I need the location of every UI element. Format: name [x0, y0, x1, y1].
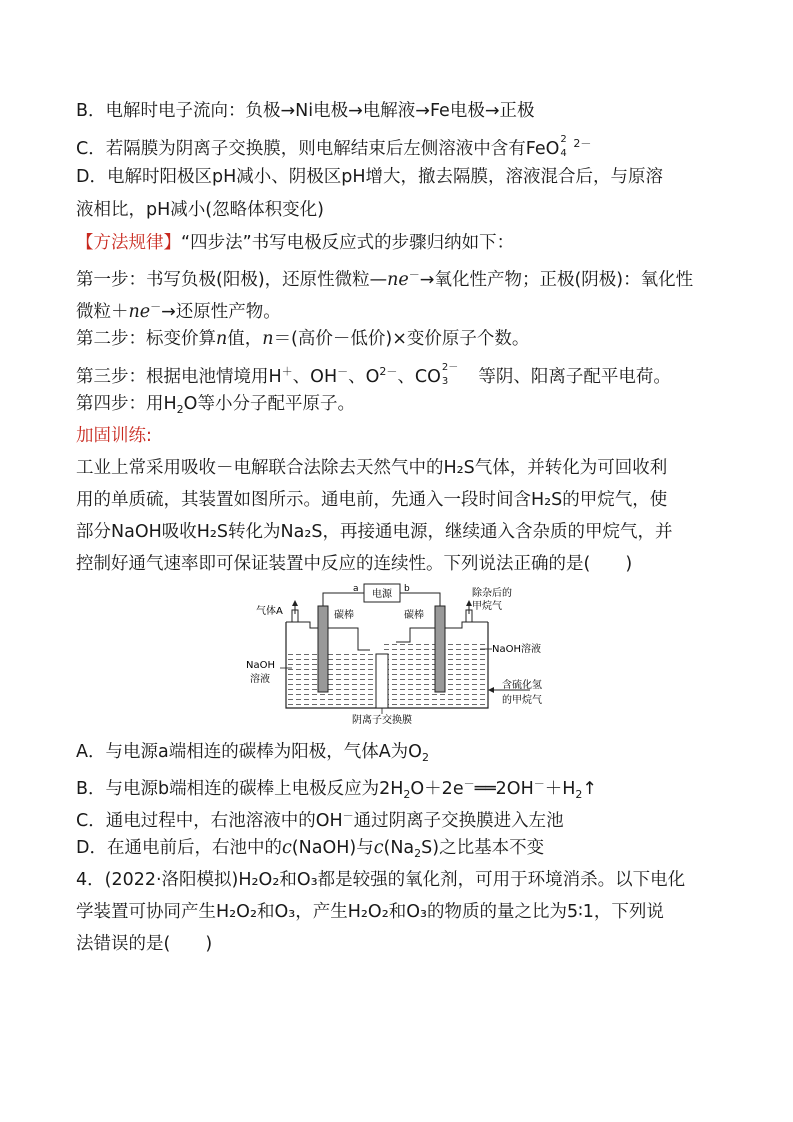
carbonate-top: 2－	[441, 362, 459, 373]
question-4-line3	[76, 933, 212, 955]
option-c	[76, 133, 591, 160]
step1b-sup: －	[150, 300, 162, 313]
q4-text-3: 法错误的是( )	[76, 934, 213, 954]
answer-b-sup: －	[463, 777, 475, 790]
power-label: 电源	[372, 589, 392, 600]
practice-p1	[76, 457, 667, 479]
answer-d-post: S)之比基本不变	[421, 838, 545, 858]
q4-text-1: 4．(2022·洛阳模拟)H₂O₂和O₃都是较强的氧化剂，可用于环境消杀。以下电化	[76, 870, 686, 890]
left-solution	[286, 650, 384, 708]
step1b-ne: ne	[128, 302, 151, 322]
membrane	[376, 654, 388, 708]
practice-heading-text: 加固训练:	[76, 426, 152, 446]
feed-arrowhead	[488, 687, 494, 693]
step2	[76, 328, 529, 350]
step3-oh-sup: －	[337, 365, 349, 378]
answer-b-sub2: 2	[575, 788, 583, 801]
step2-pre: 第二步：标变价算	[76, 329, 216, 349]
answer-d	[76, 837, 544, 865]
practice-text-4: 控制好通气速率即可保证装置中反应的连续性。下列说法正确的是( )	[76, 554, 633, 574]
step4	[76, 393, 355, 421]
step2-n: n	[216, 329, 228, 349]
membrane-label: 阴离子交换膜	[352, 715, 412, 724]
purified-label-2: 甲烷气	[472, 601, 502, 612]
practice-heading	[76, 425, 152, 447]
carbon-rod-right-label: 碳棒	[404, 610, 424, 621]
question-4-line1	[76, 869, 685, 891]
step1-line2	[76, 296, 281, 323]
method-tag: 【方法规律】	[76, 233, 181, 253]
method-title: “四步法”书写电极反应式的步骤归纳如下：	[181, 233, 515, 253]
option-b-text: B．电解时电子流向：负极→Ni电极→电解液→Fe电极→正极	[76, 101, 535, 121]
practice-p3	[76, 521, 672, 543]
naoh-left-label-1: NaOH	[246, 660, 275, 671]
answer-b-sup2: －	[533, 777, 545, 790]
practice-p4	[76, 553, 632, 575]
q4-text-2: 学装置可协同产生H₂O₂和O₃，产生H₂O₂和O₃的物质的量之比为5∶1，下列说	[76, 902, 664, 922]
answer-d-mid: (NaOH)与	[291, 838, 374, 858]
answer-d-c1: c	[281, 838, 292, 858]
ferrate-charge	[559, 134, 573, 159]
naoh-right-label: NaOH溶液	[492, 644, 541, 655]
option-d-line1	[76, 166, 663, 188]
gas-a-arrowhead	[292, 600, 298, 606]
answer-a-sub: 2	[421, 751, 429, 764]
answer-b-eq: ══2OH	[474, 779, 534, 799]
option-d-text-2: 液相比，pH减小(忽略体积变化)	[76, 200, 324, 220]
gas-a-label: 气体A	[256, 606, 283, 617]
carbon-rod-left	[318, 606, 328, 692]
step3-o: 、O	[348, 367, 380, 387]
ferrate-sup: 2－	[573, 137, 592, 150]
answer-c-pre: C．通电过程中，右池溶液中的OH	[76, 811, 343, 831]
step1b-pre: 微粒＋	[76, 302, 129, 322]
terminal-a-label: a	[353, 584, 359, 594]
step1-post: →氧化性产物；正极(阴极)：氧化性	[419, 270, 694, 290]
step2-mid: 值，	[227, 329, 263, 349]
answer-b-post: ＋H	[544, 779, 576, 799]
terminal-b-label: b	[404, 584, 410, 594]
step3-o-sup: 2－	[379, 365, 398, 378]
answer-c	[76, 805, 564, 832]
practice-text-2: 用的单质硫，其装置如图所示。通电前，先通入一段时间含H₂S的甲烷气，使	[76, 490, 668, 510]
answer-b	[76, 773, 597, 806]
question-4-line2	[76, 901, 664, 923]
practice-p2	[76, 489, 667, 511]
answer-d-pre: D．在通电前后，右池中的	[76, 838, 282, 858]
step3-oh: 、OH	[292, 367, 338, 387]
option-c-text: C．若隔膜为阴离子交换膜，则电解结束后左侧溶液中含有FeO	[76, 139, 560, 159]
step3-co: 、CO	[397, 367, 441, 387]
naoh-left-label-2: 溶液	[250, 674, 270, 685]
wire-a	[323, 593, 364, 606]
option-d-text-1: D．电解时阳极区pH减小、阴极区pH增大，撤去隔膜，溶液混合后，与原溶	[76, 167, 664, 187]
ferrate-charge-top: 2	[560, 134, 567, 145]
step3-post: 等阴、阳离子配平电荷。	[460, 367, 671, 387]
step4-post: O等小分子配平原子。	[183, 394, 355, 414]
practice-text-3: 部分NaOH吸收H₂S转化为Na₂S，再接通电源，继续通入含杂质的甲烷气，并	[76, 522, 673, 542]
carbon-rod-left-label: 碳棒	[334, 610, 354, 621]
step1-ne: ne	[387, 270, 409, 290]
practice-text-1: 工业上常采用吸收－电解联合法除去天然气中的H₂S气体，并转化为可回收利	[76, 458, 668, 478]
option-d-line2	[76, 199, 324, 221]
step4-sub: 2	[176, 403, 184, 416]
answer-b-mid: O＋2e	[410, 779, 464, 799]
answer-d-c2: c	[373, 838, 384, 858]
carbonate-bottom: 3	[441, 376, 449, 387]
step3	[76, 361, 671, 388]
step2-post: ＝(高价－低价)×变价原子个数。	[273, 329, 530, 349]
method-heading	[76, 232, 514, 254]
answer-a	[76, 741, 429, 769]
step1-pre: 第一步：书写负极(阳极)，还原性微粒—	[76, 270, 388, 290]
step1b-post: →还原性产物。	[161, 302, 281, 322]
answer-a-text: A．与电源a端相连的碳棒为阳极，气体A为O	[76, 742, 422, 762]
step3-h-sup: ＋	[281, 365, 293, 378]
feed-label-1: 含硫化氢	[502, 680, 542, 691]
step3-pre: 第三步：根据电池情境用H	[76, 367, 282, 387]
answer-b-sub: 2	[403, 788, 411, 801]
answer-c-sup: －	[342, 809, 354, 822]
purified-label-1: 除杂后的	[472, 588, 512, 599]
ferrate-charge-bottom: 4	[560, 148, 567, 159]
wire-b	[400, 593, 440, 606]
carbonate-charge	[441, 362, 461, 387]
step1-line1	[76, 264, 693, 291]
electrolysis-diagram	[240, 582, 560, 724]
answer-d-sub: 2	[414, 847, 422, 860]
feed-label-2: 的甲烷气	[502, 695, 542, 706]
answer-b-pre: B．与电源b端相连的碳棒上电极反应为2H	[76, 779, 404, 799]
option-b	[76, 100, 535, 122]
answer-c-post: 通过阴离子交换膜进入左池	[353, 811, 564, 831]
carbon-rod-right	[435, 606, 445, 692]
step4-pre: 第四步：用H	[76, 394, 177, 414]
answer-d-na: (Na	[383, 838, 415, 858]
answer-b-arrow: ↑	[582, 779, 598, 799]
step1-sup: －	[408, 268, 420, 281]
step2-n2: n	[262, 329, 274, 349]
